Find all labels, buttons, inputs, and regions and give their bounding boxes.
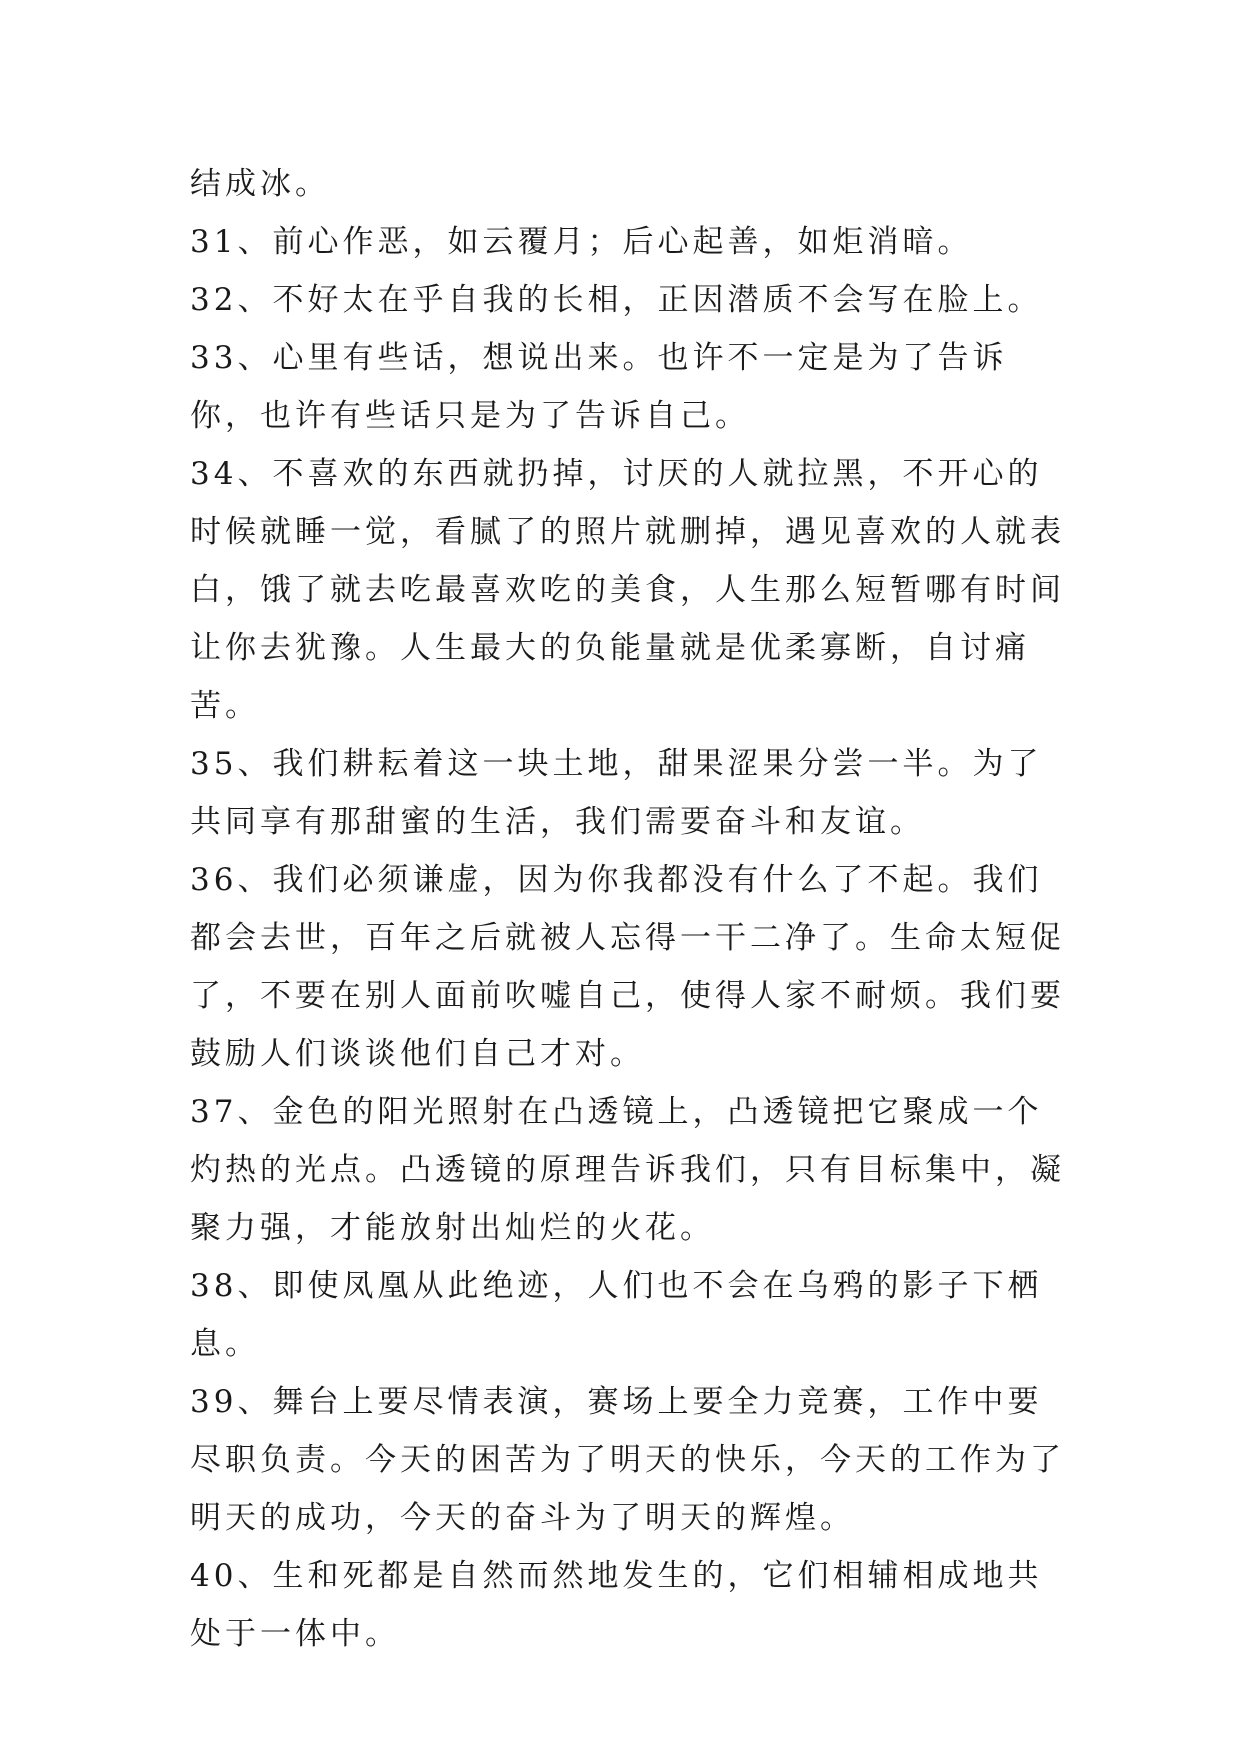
paragraph-33: 33、心里有些话，想说出来。也许不一定是为了告诉你，也许有些话只是为了告诉自己。 [190,340,1008,434]
paragraph-continuation: 结成冰。 [190,166,330,202]
paragraph-34: 34、不喜欢的东西就扔掉，讨厌的人就拉黑，不开心的时候就睡一觉，看腻了的照片就删掉，遇见喜欢的人就表白，饿了就去吃最喜欢吃的美食，人生那么短暂哪有时间让你去犹豫。人生最大的负能量就是优柔寡断，自讨痛苦。 [190,456,1065,724]
document-body [190,155,1070,1663]
paragraph-31: 31、前心作恶，如云覆月；后心起善，如炬消暗。 [190,224,973,260]
paragraph-38: 38、即使凤凰从此绝迹，人们也不会在乌鸦的影子下栖息。 [190,1268,1043,1362]
paragraph-37: 37、金色的阳光照射在凸透镜上，凸透镜把它聚成一个灼热的光点。凸透镜的原理告诉我们，只有目标集中，凝聚力强，才能放射出灿烂的火花。 [190,1094,1065,1246]
paragraph-35: 35、我们耕耘着这一块土地，甜果涩果分尝一半。为了共同享有那甜蜜的生活，我们需要奋斗和友谊。 [190,746,1043,840]
paragraph-39: 39、舞台上要尽情表演，赛场上要全力竞赛，工作中要尽职负责。今天的困苦为了明天的快乐，今天的工作为了明天的成功，今天的奋斗为了明天的辉煌。 [190,1384,1065,1536]
paragraph-40: 40、生和死都是自然而然地发生的，它们相辅相成地共处于一体中。 [190,1558,1043,1652]
paragraph-32: 32、不好太在乎自我的长相，正因潜质不会写在脸上。 [190,282,1043,318]
paragraph-36: 36、我们必须谦虚，因为你我都没有什么了不起。我们都会去世，百年之后就被人忘得一干二净了。生命太短促了，不要在别人面前吹嘘自己，使得人家不耐烦。我们要鼓励人们谈谈他们自己才对。 [190,862,1065,1072]
